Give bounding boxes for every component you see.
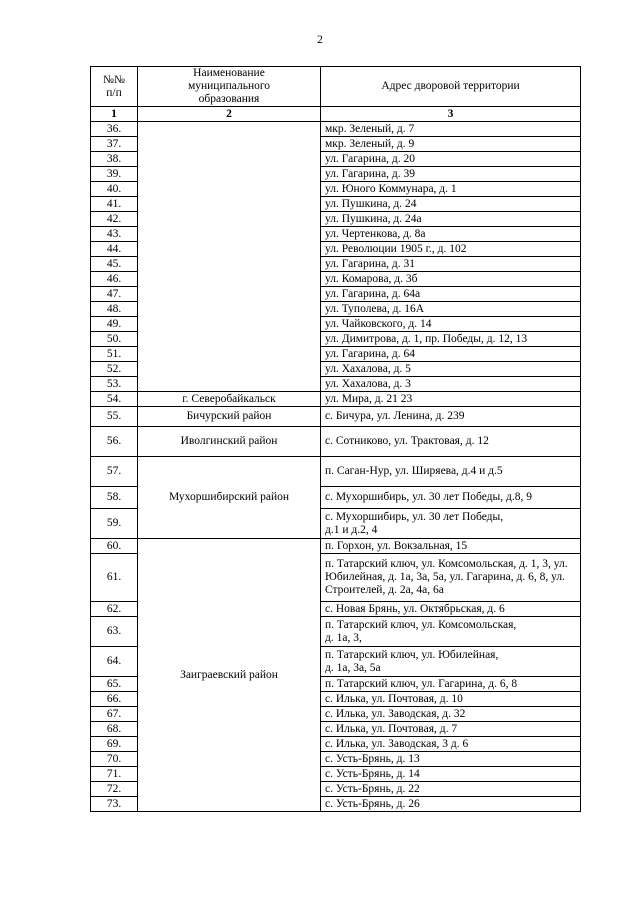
address-cell: ул. Димитрова, д. 1, пр. Победы, д. 12, 13 (321, 332, 581, 347)
column-index-1: 1 (91, 107, 138, 122)
column-index-3: 3 (321, 107, 581, 122)
row-number: 64. (91, 647, 138, 677)
row-number: 52. (91, 362, 138, 377)
table-row (91, 539, 581, 554)
address-cell: ул. Гагарина, д. 20 (321, 152, 581, 167)
address-cell: п. Саган-Нур, ул. Ширяева, д.4 и д.5 (321, 457, 581, 487)
address-cell: с. Усть-Брянь, д. 13 (321, 752, 581, 767)
row-number: 39. (91, 167, 138, 182)
address-cell: п. Татарский ключ, ул. Комсомольская, д. 1, 3, ул. Юбилейная, д. 1а, 3а, 5а, ул. Гагарина, д. 6, 8, ул. Строителей, д. 2а, 4а, 6а (321, 554, 581, 602)
address-cell: ул. Хахалова, д. 5 (321, 362, 581, 377)
address-cell: ул. Гагарина, д. 39 (321, 167, 581, 182)
row-number: 36. (91, 122, 138, 137)
row-number: 45. (91, 257, 138, 272)
address-cell: п. Горхон, ул. Вокзальная, 15 (321, 539, 581, 554)
row-number: 58. (91, 487, 138, 509)
row-number: 37. (91, 137, 138, 152)
address-cell: ул. Чайковского, д. 14 (321, 317, 581, 332)
address-cell: ул. Юного Коммунара, д. 1 (321, 182, 581, 197)
page-number: 2 (317, 34, 323, 46)
address-cell: ул. Гагарина, д. 64а (321, 287, 581, 302)
header-number: №№ п/п (91, 67, 138, 107)
header-address: Адрес дворовой территории (321, 67, 581, 107)
address-cell: ул. Чертенкова, д. 8а (321, 227, 581, 242)
address-cell: ул. Комарова, д. 3б (321, 272, 581, 287)
address-cell: с. Новая Брянь, ул. Октябрьская, д. 6 (321, 602, 581, 617)
row-number: 61. (91, 554, 138, 602)
row-number: 71. (91, 767, 138, 782)
municipality-cell: Заиграевский район (138, 539, 321, 812)
table-row (91, 427, 581, 457)
table-row (91, 392, 581, 407)
row-number: 40. (91, 182, 138, 197)
address-cell: с. Усть-Брянь, д. 14 (321, 767, 581, 782)
row-number: 56. (91, 427, 138, 457)
row-number: 57. (91, 457, 138, 487)
address-cell: с. Илька, ул. Почтовая, д. 10 (321, 692, 581, 707)
row-number: 60. (91, 539, 138, 554)
address-cell: мкр. Зеленый, д. 9 (321, 137, 581, 152)
address-cell: ул. Пушкина, д. 24а (321, 212, 581, 227)
row-number: 73. (91, 797, 138, 812)
row-number: 59. (91, 509, 138, 539)
row-number: 68. (91, 722, 138, 737)
row-number: 43. (91, 227, 138, 242)
row-number: 41. (91, 197, 138, 212)
row-number: 53. (91, 377, 138, 392)
row-number: 49. (91, 317, 138, 332)
row-number: 38. (91, 152, 138, 167)
address-cell: с. Усть-Брянь, д. 26 (321, 797, 581, 812)
courtyard-address-table (90, 66, 581, 812)
address-cell: с. Усть-Брянь, д. 22 (321, 782, 581, 797)
row-number: 67. (91, 707, 138, 722)
row-number: 70. (91, 752, 138, 767)
table-row (91, 457, 581, 487)
address-cell: с. Илька, ул. Заводская, 3 д. 6 (321, 737, 581, 752)
address-cell: ул. Мира, д. 21 23 (321, 392, 581, 407)
address-cell: п. Татарский ключ, ул. Комсомольская, д. 1а, 3, (321, 617, 581, 647)
table-row (91, 407, 581, 427)
row-number: 44. (91, 242, 138, 257)
address-cell: ул. Пушкина, д. 24 (321, 197, 581, 212)
row-number: 50. (91, 332, 138, 347)
table-row (91, 122, 581, 137)
municipality-cell: Мухоршибирский район (138, 457, 321, 539)
address-cell: ул. Гагарина, д. 31 (321, 257, 581, 272)
address-cell: с. Бичура, ул. Ленина, д. 239 (321, 407, 581, 427)
table-column-index-row (91, 107, 581, 122)
row-number: 42. (91, 212, 138, 227)
row-number: 46. (91, 272, 138, 287)
address-cell: п. Татарский ключ, ул. Гагарина, д. 6, 8 (321, 677, 581, 692)
table-body (91, 122, 581, 812)
header-municipality: Наименование муниципального образования (138, 67, 321, 107)
address-cell: п. Татарский ключ, ул. Юбилейная, д. 1а, 3а, 5а (321, 647, 581, 677)
municipality-cell (138, 122, 321, 392)
column-index-2: 2 (138, 107, 321, 122)
row-number: 48. (91, 302, 138, 317)
row-number: 62. (91, 602, 138, 617)
address-cell: ул. Гагарина, д. 64 (321, 347, 581, 362)
address-cell: мкр. Зеленый, д. 7 (321, 122, 581, 137)
row-number: 54. (91, 392, 138, 407)
address-cell: с. Мухоршибирь, ул. 30 лет Победы, д.8, 9 (321, 487, 581, 509)
address-cell: с. Сотниково, ул. Трактовая, д. 12 (321, 427, 581, 457)
municipality-cell: г. Северобайкальск (138, 392, 321, 407)
address-cell: с. Илька, ул. Почтовая, д. 7 (321, 722, 581, 737)
address-cell: ул. Революции 1905 г., д. 102 (321, 242, 581, 257)
row-number: 63. (91, 617, 138, 647)
row-number: 51. (91, 347, 138, 362)
table-header-row (91, 67, 581, 107)
address-cell: ул. Туполева, д. 16А (321, 302, 581, 317)
row-number: 72. (91, 782, 138, 797)
address-cell: с. Илька, ул. Заводская, д. 32 (321, 707, 581, 722)
municipality-cell: Иволгинский район (138, 427, 321, 457)
address-cell: с. Мухоршибирь, ул. 30 лет Победы, д.1 и д.2, 4 (321, 509, 581, 539)
municipality-cell: Бичурский район (138, 407, 321, 427)
row-number: 47. (91, 287, 138, 302)
row-number: 66. (91, 692, 138, 707)
row-number: 69. (91, 737, 138, 752)
address-cell: ул. Хахалова, д. 3 (321, 377, 581, 392)
row-number: 65. (91, 677, 138, 692)
row-number: 55. (91, 407, 138, 427)
